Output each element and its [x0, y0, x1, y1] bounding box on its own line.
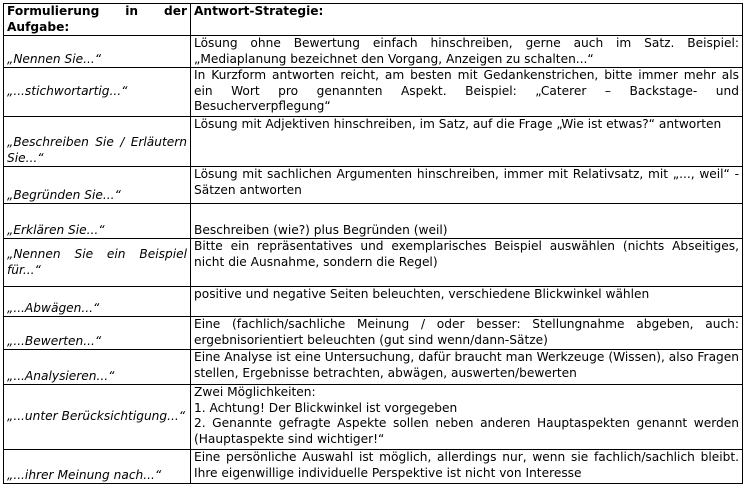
formulation-cell: „...ihrer Meinung nach...“	[4, 450, 191, 484]
table-row	[4, 167, 743, 204]
table-row	[4, 317, 743, 350]
strategy-cell	[191, 350, 743, 385]
strategy-cell	[191, 167, 743, 204]
formulation-cell: „...Bewerten...“	[4, 317, 191, 350]
formulation-cell: „Nennen Sie...“	[4, 36, 191, 68]
strategy-cell	[191, 450, 743, 484]
table-row	[4, 204, 743, 239]
strategy-line: Lösung ohne Bewertung einfach hinschreiben, gerne auch im Satz. Beispiel: „Mediaplanung bezeichnet den Vorgang, Anzeigen zu schalten...“	[194, 36, 739, 66]
strategy-line: Eine Analyse ist eine Untersuchung, dafür braucht man Werkzeuge (Wissen), also Fragen stellen, Ergebnisse betrachten, abwägen, auswerten/bewerten	[194, 350, 739, 380]
strategy-cell	[191, 204, 743, 239]
strategy-cell	[191, 117, 743, 167]
table-row	[4, 68, 743, 117]
strategy-cell	[191, 36, 743, 68]
header-strategy: Antwort-Strategie:	[191, 4, 743, 36]
formulation-cell: „Nennen Sie ein Beispiel für...“	[4, 239, 191, 287]
strategy-line: Eine persönliche Auswahl ist möglich, allerdings nur, wenn sie fachlich/sachlich bleibt. Ihre eigenwillige individuelle Perspektive ist nicht von Interesse	[194, 450, 739, 480]
header-formulation: Formulierung in der Aufgabe:	[4, 4, 191, 36]
strategy-cell	[191, 68, 743, 117]
formulation-cell: „Erklären Sie...“	[4, 204, 191, 239]
strategy-line: Zwei Möglichkeiten:	[194, 385, 316, 399]
strategy-line: Eine (fachlich/sachliche Meinung / oder besser: Stellungnahme abgeben, auch: ergebnisorientiert beleuchten (gut sind wenn/dann-Sätze)	[194, 317, 739, 347]
strategy-line: In Kurzform antworten reicht, am besten mit Gedankenstrichen, bitte immer mehr als ein Wort pro genannten Aspekt. Beispiel: „Caterer – Backstage- und Besucherverpflegung“	[194, 68, 739, 113]
header-row	[4, 4, 743, 36]
table-row	[4, 287, 743, 317]
formulation-cell: „...Analysieren...“	[4, 350, 191, 385]
formulation-cell: „Beschreiben Sie / Erläutern Sie...“	[4, 117, 191, 167]
table-row	[4, 117, 743, 167]
formulation-cell: „Begründen Sie...“	[4, 167, 191, 204]
formulation-cell: „...Abwägen...“	[4, 287, 191, 317]
strategy-line: Lösung mit sachlichen Argumenten hinschreiben, immer mit Relativsatz, mit „..., weil“ -Sätzen antworten	[194, 167, 739, 197]
strategy-line: 1. Achtung! Der Blickwinkel ist vorgegeben	[194, 400, 458, 415]
strategy-line: 2. Genannte gefragte Aspekte sollen neben anderen Hauptaspekten genannt werden (Hauptaspekte sind wichtiger!“	[194, 416, 739, 446]
formulation-cell: „...unter Berücksichtigung...“	[4, 385, 191, 450]
strategy-line: Bitte ein repräsentatives und exemplarisches Beispiel auswählen (nichts Abseitiges, nicht die Ausnahme, sondern die Regel)	[194, 239, 739, 269]
table-row	[4, 385, 743, 450]
strategy-cell	[191, 239, 743, 287]
strategy-cell	[191, 385, 743, 450]
strategy-line: Lösung mit Adjektiven hinschreiben, im Satz, auf die Frage „Wie ist etwas?“ antworten	[194, 117, 722, 131]
strategy-line: Beschreiben (wie?) plus Begründen (weil)	[194, 222, 448, 237]
table-row	[4, 239, 743, 287]
strategy-cell	[191, 287, 743, 317]
strategy-table	[3, 3, 743, 484]
table-row	[4, 450, 743, 484]
formulation-cell: „...stichwortartig...“	[4, 68, 191, 117]
strategy-cell	[191, 317, 743, 350]
table-row	[4, 350, 743, 385]
table-row	[4, 36, 743, 68]
strategy-line: positive und negative Seiten beleuchten, verschiedene Blickwinkel wählen	[194, 287, 650, 301]
